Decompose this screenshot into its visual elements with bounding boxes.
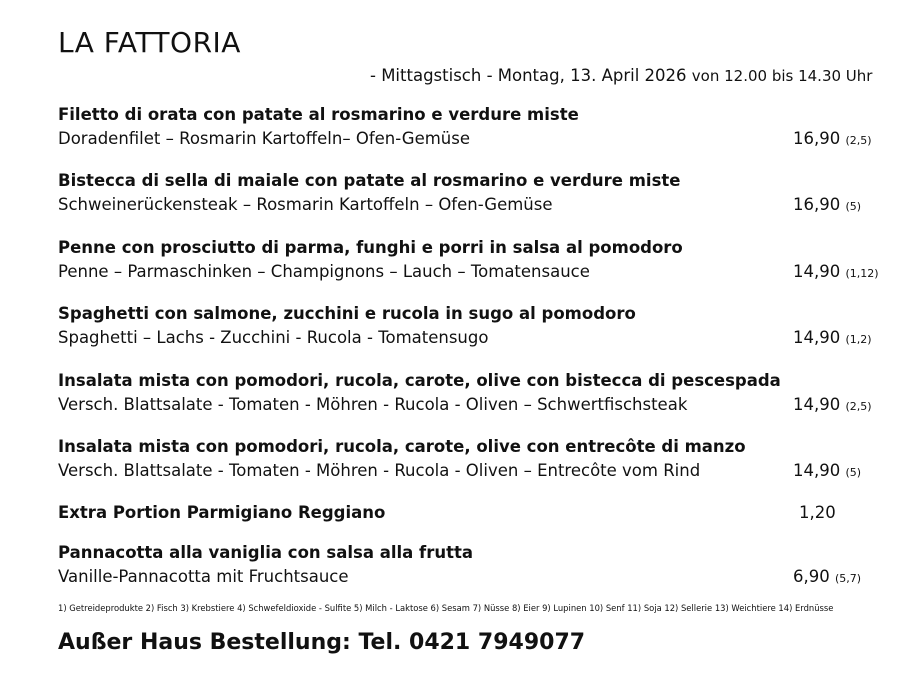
dish-price: 1,20 <box>799 503 836 522</box>
dish-name-german: Versch. Blattsalate - Tomaten - Möhren - Rucola - Oliven – Schwertfischsteak <box>58 395 688 414</box>
dish-name-german: Versch. Blattsalate - Tomaten - Möhren - Rucola - Oliven – Entrecôte vom Rind <box>58 461 701 480</box>
dish-price-line <box>793 393 872 419</box>
dish-name-italian: Spaghetti con salmone, zucchini e rucola in sugo al pomodoro <box>58 304 636 323</box>
dish-item <box>58 369 878 417</box>
dish-item <box>58 236 878 284</box>
dish-allergens: (2,5) <box>845 134 872 147</box>
dish-price-line <box>793 127 872 153</box>
dish-name-german: Doradenfilet – Rosmarin Kartoffeln– Ofen-Gemüse <box>58 129 471 148</box>
dish-price-line <box>793 459 861 485</box>
dish-name-italian: Insalata mista con pomodori, rucola, carote, olive con bistecca di pescespada <box>58 371 781 390</box>
dish-price-line <box>793 193 861 219</box>
dish-price: 14,90 <box>793 262 841 281</box>
dish-item <box>58 501 878 525</box>
dish-allergens: (5) <box>845 200 862 213</box>
dish-item <box>58 103 878 151</box>
menu-date-line <box>370 66 872 85</box>
dish-price-line <box>799 501 836 525</box>
dish-name-italian: Extra Portion Parmigiano Reggiano <box>58 503 386 522</box>
dish-price: 14,90 <box>793 395 841 414</box>
dish-name-german: Spaghetti – Lachs - Zucchini - Rucola - Tomatensugo <box>58 328 489 347</box>
dish-name-italian: Filetto di orata con patate al rosmarino e verdure miste <box>58 105 579 124</box>
dish-name-german: Schweinerückensteak – Rosmarin Kartoffeln – Ofen-Gemüse <box>58 195 553 214</box>
dish-item <box>58 169 878 217</box>
dish-item <box>58 302 878 350</box>
dish-name-italian: Penne con prosciutto di parma, funghi e porri in salsa al pomodoro <box>58 238 683 257</box>
menu-date: - Mittagstisch - Montag, 13. April 2026 <box>370 66 687 85</box>
dish-price-line <box>793 565 861 591</box>
dish-price: 14,90 <box>793 461 841 480</box>
dish-price: 16,90 <box>793 129 841 148</box>
dish-price: 14,90 <box>793 328 841 347</box>
dish-name-german: Penne – Parmaschinken – Champignons – Lauch – Tomatensauce <box>58 262 590 281</box>
dish-allergens: (1,12) <box>845 267 879 280</box>
dish-allergens: (2,5) <box>845 400 872 413</box>
dish-allergens: (5) <box>845 466 862 479</box>
dish-name-italian: Bistecca di sella di maiale con patate al rosmarino e verdure miste <box>58 171 681 190</box>
dish-name-italian: Insalata mista con pomodori, rucola, carote, olive con entrecôte di manzo <box>58 437 746 456</box>
serving-hours: von 12.00 bis 14.30 Uhr <box>691 67 873 85</box>
dish-price: 6,90 <box>793 567 830 586</box>
dish-name-german: Vanille-Pannacotta mit Fruchtsauce <box>58 567 349 586</box>
page-title: LA FATTORIA <box>58 26 241 59</box>
dish-allergens: (5,7) <box>835 572 862 585</box>
dish-price-line <box>793 260 879 286</box>
dish-allergens: (1,2) <box>845 333 872 346</box>
dish-item <box>58 541 878 589</box>
dish-price-line <box>793 326 872 352</box>
takeaway-phone: Außer Haus Bestellung: Tel. 0421 7949077 <box>58 630 586 655</box>
allergen-legend: 1) Getreideprodukte 2) Fisch 3) Krebstiere 4) Schwefeldioxide - Sulfite 5) Milch - Laktose 6) Sesam 7) Nüsse 8) Eier 9) Lupinen 10) Senf 11) Soja 12) Sellerie 13) Weichtiere 14) Erdnüsse <box>58 603 834 613</box>
dish-name-italian: Pannacotta alla vaniglia con salsa alla frutta <box>58 543 474 562</box>
dish-price: 16,90 <box>793 195 841 214</box>
dish-item <box>58 435 878 483</box>
